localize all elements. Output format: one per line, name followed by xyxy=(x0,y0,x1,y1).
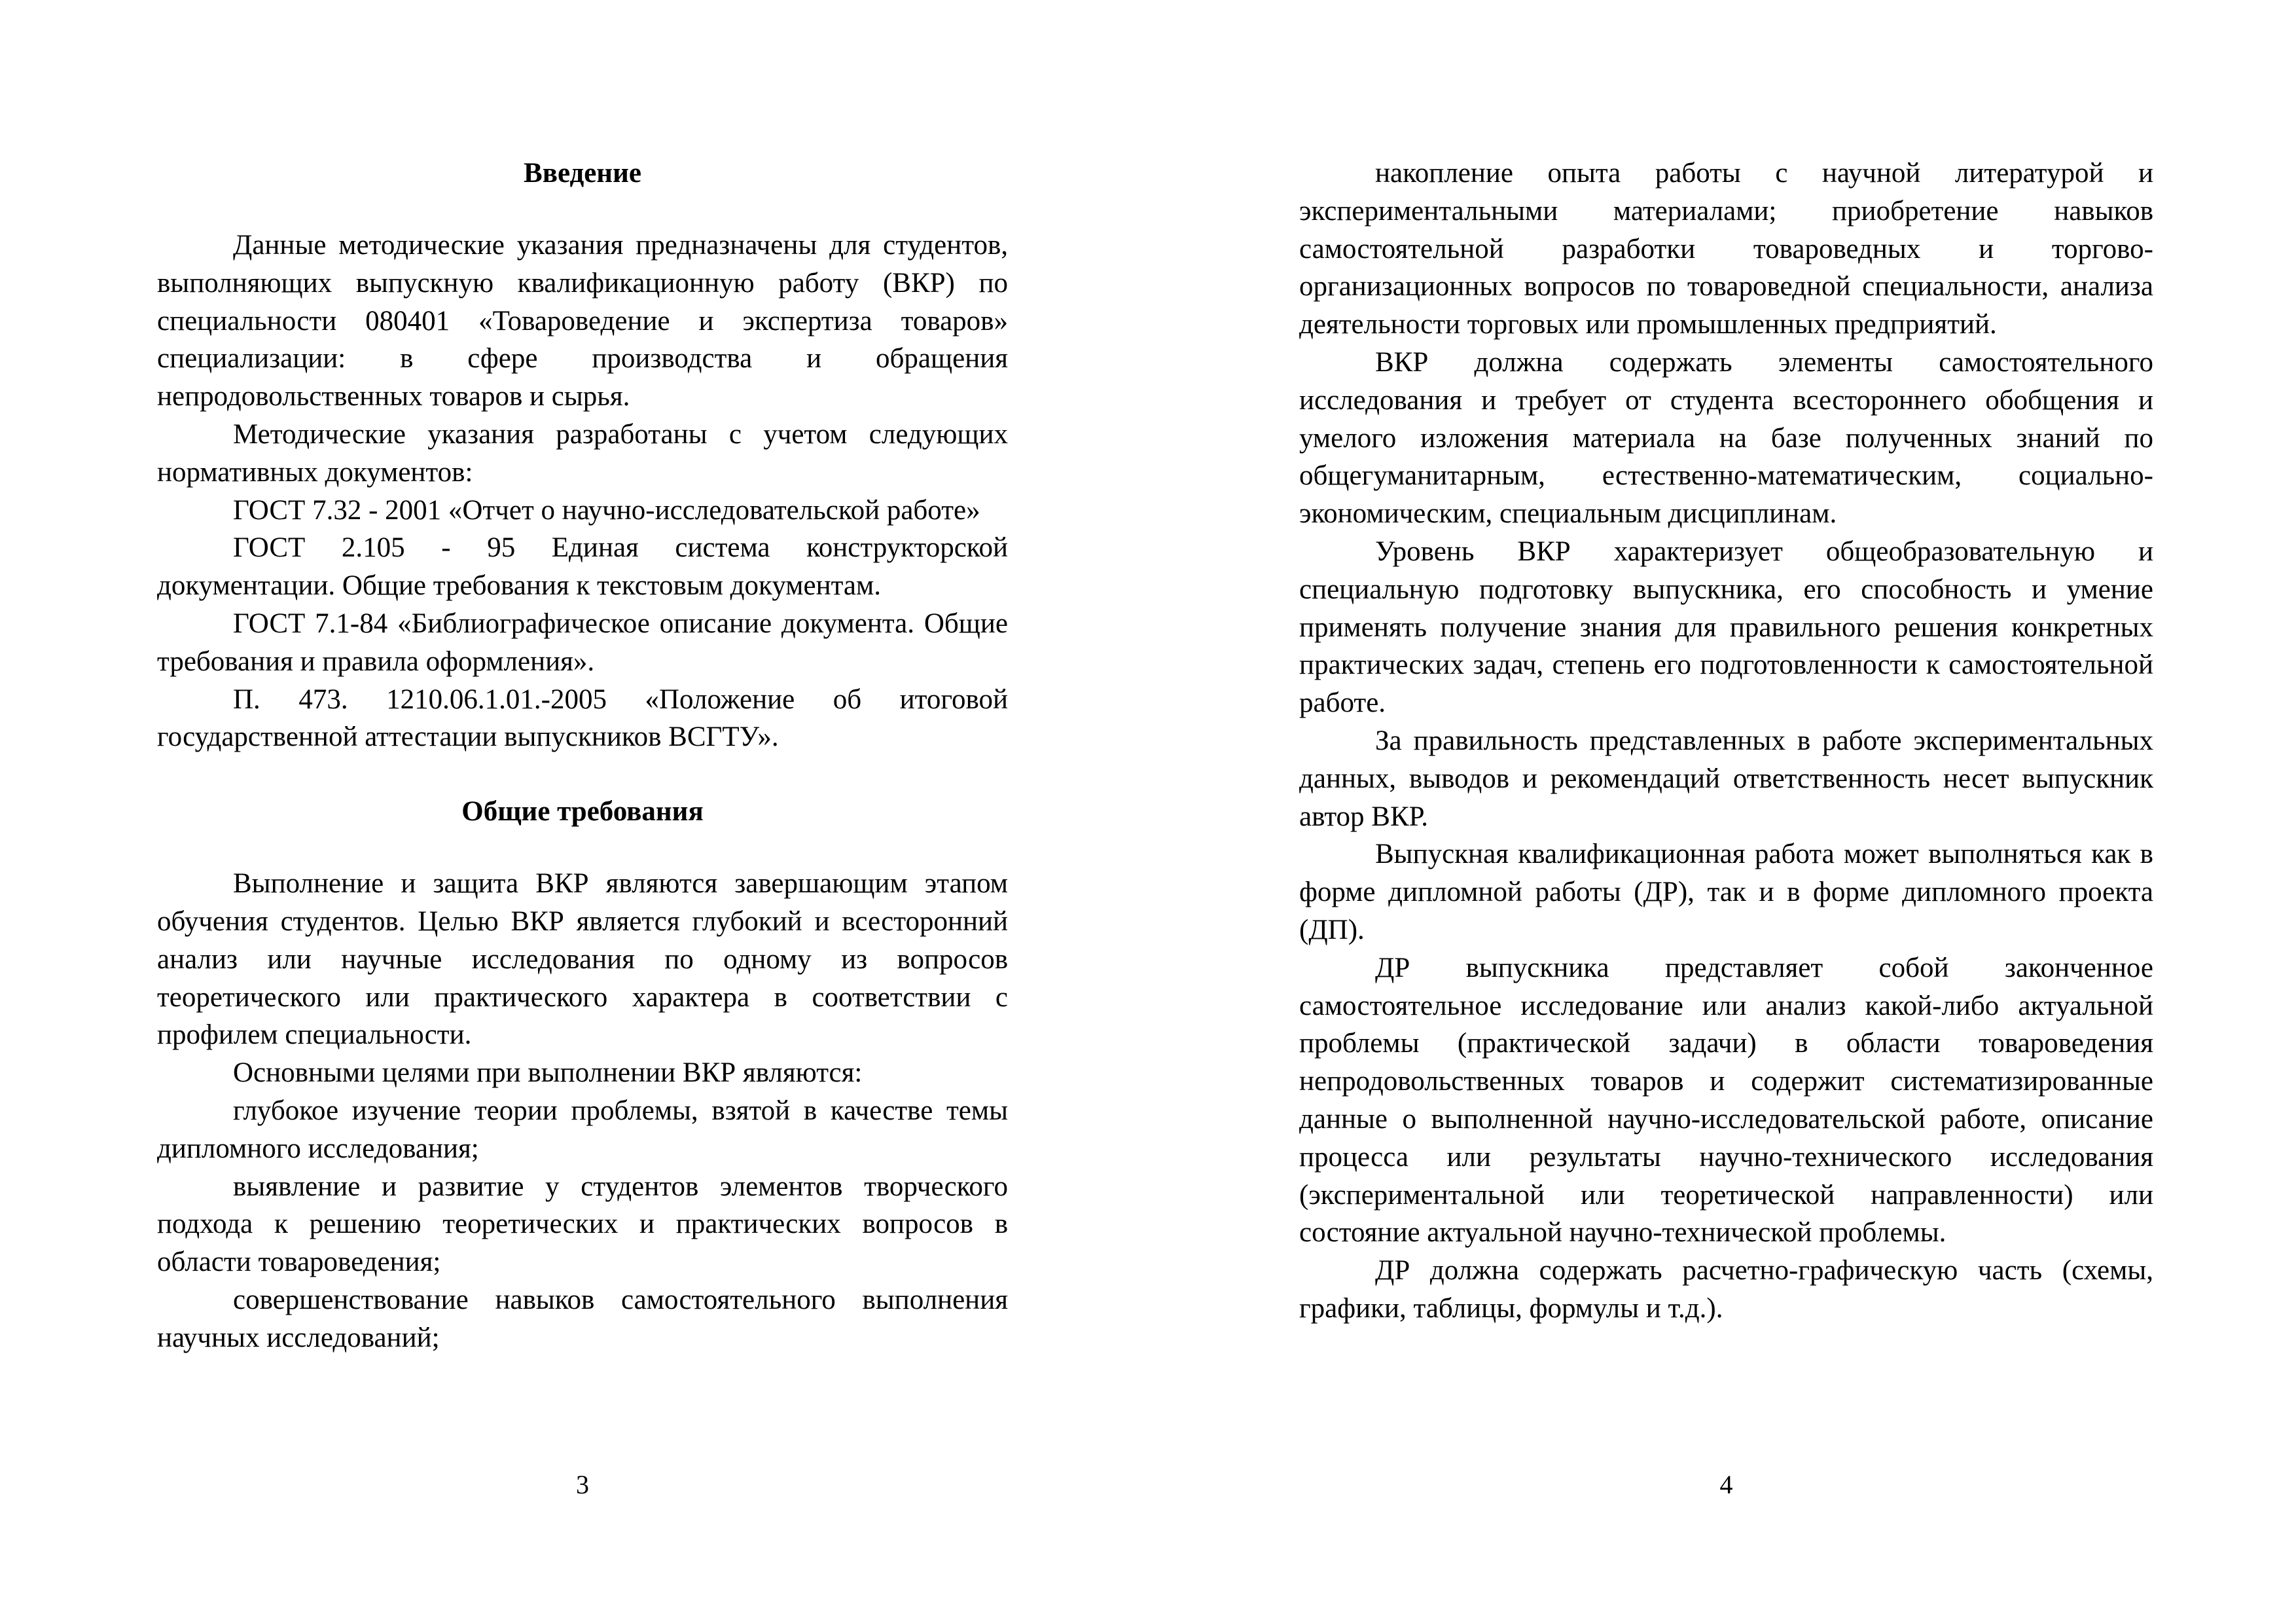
right-paragraph-3: Уровень ВКР характеризует общеобразовательную и специальную подготовку выпускника, его способность и умение применять получение знания для правильного решения конкретных практических задач, степень его подготовленности к самостоятельной работе. xyxy=(1299,536,2153,719)
general-requirements-heading: Общие требования xyxy=(461,796,704,828)
general-paragraph-5: совершенствование навыков самостоятельного выполнения научных исследований; xyxy=(157,1284,1008,1353)
page-number-right: 4 xyxy=(1719,1470,1733,1499)
left-page xyxy=(157,0,1008,1623)
general-paragraph-3: глубокое изучение теории проблемы, взятой в качестве темы дипломного исследования; xyxy=(157,1095,1008,1164)
right-page xyxy=(1299,0,2153,1623)
intro-paragraph-1: Данные методические указания предназначены для студентов, выполняющих выпускную квалификационную работу (ВКР) по специальности 080401 «Товароведение и экспертиза товаров» специализации: в сфере производства и обращения непродовольственных товаров и сырья. xyxy=(157,230,1008,412)
intro-paragraph-2: Методические указания разработаны с учетом следующих нормативных документов: xyxy=(157,418,1008,488)
right-paragraph-6: ДР выпускника представляет собой законченное самостоятельное исследование или анализ какой-либо актуальной проблемы (практической задачи) в области товароведения непродовольственных товаров и содержит систематизированные данные о выполненной научно-исследовательской работе, описание процесса или результаты научно-технического исследования (экспериментальной или теоретической направленности) или состояние актуальной научно-технической проблемы. xyxy=(1299,952,2153,1249)
right-paragraph-1: накопление опыта работы с научной литературой и экспериментальными материалами; приобретение навыков самостоятельной разработки товароведных и торгово-организационных вопросов по товароведной специальности, анализа деятельности торговых или промышленных предприятий. xyxy=(1299,158,2153,340)
intro-heading: Введение xyxy=(524,158,641,189)
intro-paragraph-gost-7-32: ГОСТ 7.32 - 2001 «Отчет о научно-исследовательской работе» xyxy=(233,494,980,526)
right-paragraph-4: За правильность представленных в работе экспериментальных данных, выводов и рекомендаций ответственность несет выпускник автор ВКР. xyxy=(1299,725,2153,832)
page-number-left: 3 xyxy=(576,1470,589,1499)
right-page-text xyxy=(1299,155,2153,1328)
right-paragraph-5: Выпускная квалификационная работа может выполняться как в форме дипломной работы (ДР), так и в форме дипломного проекта (ДП). xyxy=(1299,839,2153,945)
intro-paragraph-gost-7-1: ГОСТ 7.1-84 «Библиографическое описание документа. Общие требования и правила оформления». xyxy=(157,608,1008,677)
intro-paragraph-regulation: П. 473. 1210.06.1.01.-2005 «Положение об итоговой государственной аттестации выпускников ВСГТУ». xyxy=(157,684,1008,753)
general-paragraph-4: выявление и развитие у студентов элементов творческого подхода к решению теоретических и практических вопросов в области товароведения; xyxy=(157,1171,1008,1278)
intro-paragraph-gost-2-105: ГОСТ 2.105 - 95 Единая система конструкторской документации. Общие требования к текстовым документам. xyxy=(157,532,1008,602)
right-paragraph-2: ВКР должна содержать элементы самостоятельного исследования и требует от студента всестороннего обобщения и умелого изложения материала на базе полученных знаний по общегуманитарным, естественно-математическим, социально-экономическим, специальным дисциплинам. xyxy=(1299,346,2153,530)
right-paragraph-7: ДР должна содержать расчетно-графическую часть (схемы, графики, таблицы, формулы и т.д.). xyxy=(1299,1255,2153,1324)
left-page-text xyxy=(157,155,1008,1357)
general-paragraph-1: Выполнение и защита ВКР являются завершающим этапом обучения студентов. Целью ВКР является глубокий и всесторонний анализ или научные исследования по одному из вопросов теоретического или практического характера в соответствии с профилем специальности. xyxy=(157,868,1008,1051)
general-paragraph-2: Основными целями при выполнении ВКР являются: xyxy=(233,1057,863,1089)
